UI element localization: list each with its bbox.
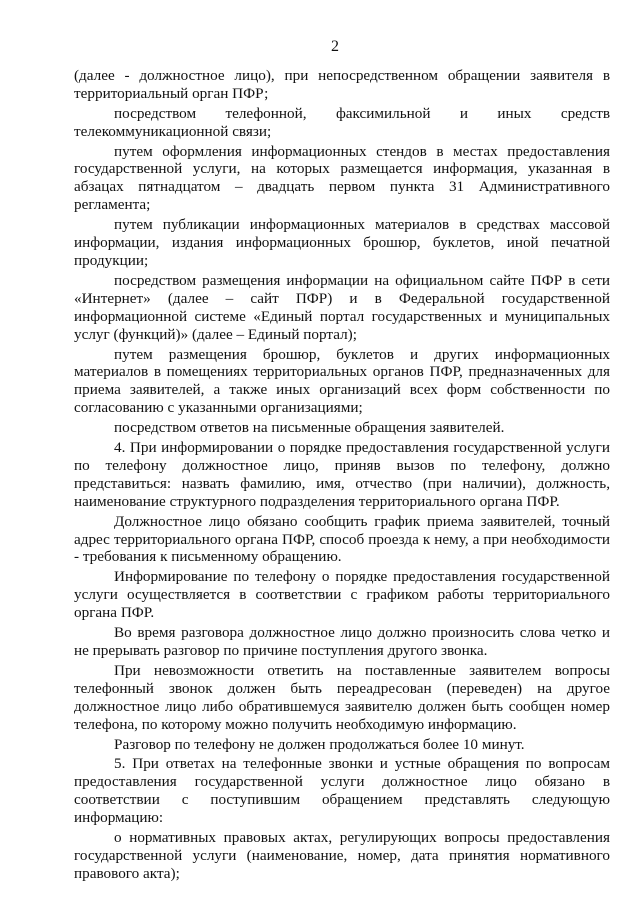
paragraph: посредством ответов на письменные обращения заявителей.: [114, 419, 505, 437]
paragraph: (далее - должностное лицо), при непосредственном обращении заявителя в территориальный орган ПФР;: [74, 66, 610, 102]
paragraph: Информирование по телефону о порядке предоставления государственной услуги осуществляется в соответствии с графиком работы территориального органа ПФР.: [74, 568, 610, 622]
paragraph: 5. При ответах на телефонные звонки и устные обращения по вопросам предоставления государственной услуги должностное лицо обязано в соответствии с поступившим обращением представлять следующую информацию:: [74, 755, 610, 827]
paragraph: 4. При информировании о порядке предоставления государственной услуги по телефону должностное лицо, приняв вызов по телефону, должно представиться: назвать фамилию, имя, отчество (при наличии), должность, наименование структурного подразделения территориального органа ПФР.: [74, 439, 610, 510]
document-body: [74, 67, 610, 883]
paragraph: При невозможности ответить на поставленные заявителем вопросы телефонный звонок должен быть переадресован (переведен) на другое должностное лицо либо обратившемуся заявителю должен быть сообщен номер телефона, по которому можно получить необходимую информацию.: [74, 661, 610, 733]
paragraph: путем размещения брошюр, буклетов и других информационных материалов в помещениях территориальных органов ПФР, предназначенных для приема заявителей, а также иных организаций всех форм собственности по согласованию с указанными организациями;: [74, 345, 610, 417]
paragraph: посредством телефонной, факсимильной и иных средств телекоммуникационной связи;: [74, 104, 610, 140]
paragraph: путем оформления информационных стендов в местах предоставления государственной услуги, на которых размещается информация, указанная в абзацах пятнадцатом – двадцать первом пункта 31 Административного регламента;: [74, 142, 610, 214]
paragraph: посредством размещения информации на официальном сайте ПФР в сети «Интернет» (далее – сайт ПФР) и в Федеральной государственной информационной системе «Единый портал государственных и муниципальных услуг (функций)» (далее – Единый портал);: [74, 271, 610, 343]
paragraph: о нормативных правовых актах, регулирующих вопросы предоставления государственной услуги (наименование, номер, дата принятия нормативного правового акта);: [74, 829, 610, 882]
paragraph: путем публикации информационных материалов в средствах массовой информации, издания информационных брошюр, буклетов, иной печатной продукции;: [74, 216, 610, 269]
page-number: 2: [331, 38, 339, 55]
paragraph: Разговор по телефону не должен продолжаться более 10 минут.: [114, 735, 525, 753]
document-page: [74, 38, 610, 883]
paragraph: Должностное лицо обязано сообщить график приема заявителей, точный адрес территориального органа ПФР, способ проезда к нему, а при необходимости - требования к письменному обращению.: [74, 512, 610, 566]
paragraph: Во время разговора должностное лицо должно произносить слова четко и не прерывать разговор по причине поступления другого звонка.: [74, 624, 610, 659]
